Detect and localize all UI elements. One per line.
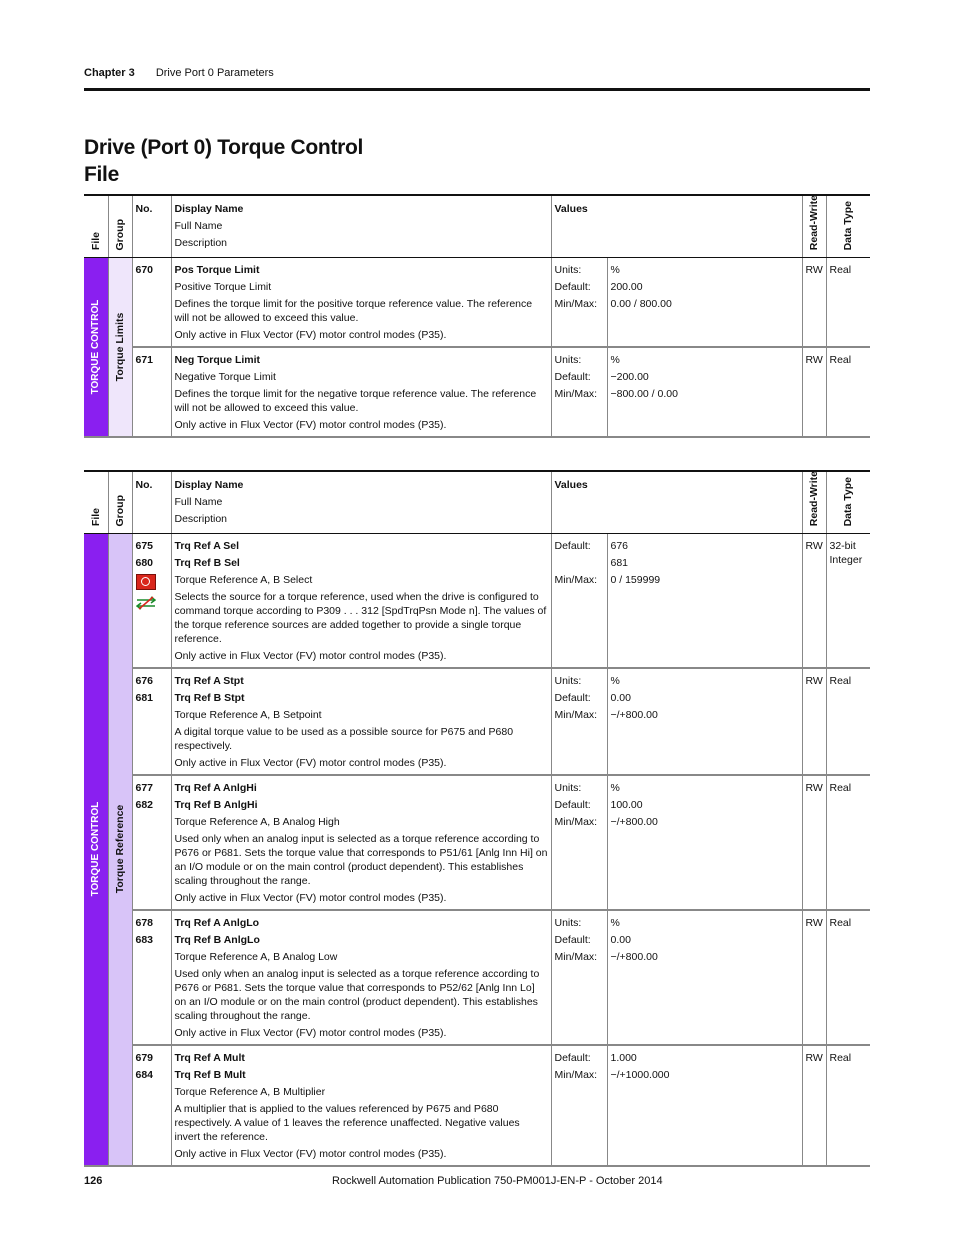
value-labels: Units: Default: Min/Max: [554, 674, 598, 721]
header-rule [84, 88, 870, 91]
parameter-name-cell: Trq Ref A AnlgLo Trq Ref B AnlgLo Torque Reference A, B Analog Low Used only when an analog input is selected as a torque reference according to P676 or P681. Sets the torque value that corresponds to P52/62 [Anlg Inn Lo] on an I/O module or on the main control (product dependent). This establishes scaling throughout the range. Only active in Flux Vector (FV) motor control modes (P35). [171, 910, 551, 1045]
table-row [84, 775, 870, 910]
section-label: Drive Port 0 Parameters [155, 67, 274, 79]
group-column-header: Group [108, 195, 132, 257]
group-cell: Torque Limits [108, 257, 132, 437]
value-labels: Units: Default: Min/Max: [554, 916, 598, 963]
table-row [84, 1045, 870, 1166]
read-write-value: RW [802, 257, 826, 347]
page-title-line1: Drive (Port 0) Torque Control [84, 136, 364, 159]
data-type-column-header: Data Type [826, 471, 870, 533]
read-write-value: RW [802, 347, 826, 437]
value-labels: Units: Default: Min/Max: [554, 781, 598, 828]
table-header-row [84, 195, 870, 257]
value-values: % 0.00 −/+800.00 [607, 910, 802, 1045]
file-column-header: File [84, 195, 108, 257]
parameter-number: 670 [132, 257, 171, 347]
page-number: 126 [84, 1175, 103, 1187]
name-column-header: Display Name Full Name Description [171, 195, 551, 257]
value-labels: Default: Min/Max: [554, 539, 598, 586]
data-type-value: Real [829, 1051, 852, 1064]
table-row [84, 668, 870, 775]
parameter-number-cell: 678 683 [132, 910, 171, 1045]
group-cell: Torque Reference [108, 533, 132, 1166]
parameter-name-cell: Trq Ref A AnlgHi Trq Ref B AnlgHi Torque Reference A, B Analog High Used only when an analog input is selected as a torque reference according to P676 or P681. Sets the torque value that corresponds to P51/61 [Anlg Inn Hi] on an I/O module or on the main control (product dependent). This establishes scaling throughout the range. Only active in Flux Vector (FV) motor control modes (P35). [171, 775, 551, 910]
read-write-value: RW [802, 668, 826, 775]
read-write-value: RW [802, 533, 826, 668]
table-row [84, 910, 870, 1045]
page-title [84, 134, 363, 188]
number-column-header: No. [132, 195, 171, 257]
group-column-header: Group [108, 471, 132, 533]
read-write-column-header: Read-Write [802, 195, 826, 257]
value-values: % 0.00 −/+800.00 [607, 668, 802, 775]
table-row [84, 347, 870, 437]
values-column-header: Values [551, 471, 802, 533]
running-header [84, 67, 274, 79]
value-labels: Default: Min/Max: [554, 1051, 598, 1081]
linkable-icon [136, 596, 156, 610]
read-write-value: RW [802, 775, 826, 910]
read-write-value: RW [802, 910, 826, 1045]
parameter-name-cell: Neg Torque Limit Negative Torque Limit Defines the torque limit for the negative torque reference value. The reference will not be allowed to exceed this value. Only active in Flux Vector (FV) motor control modes (P35). [171, 347, 551, 437]
parameter-name-cell: Trq Ref A Stpt Trq Ref B Stpt Torque Reference A, B Setpoint A digital torque value to be used as a possible source for P675 and P680 respectively. Only active in Flux Vector (FV) motor control modes (P35). [171, 668, 551, 775]
file-cell: TORQUE CONTROL [84, 257, 108, 437]
value-values: % −200.00 −800.00 / 0.00 [607, 347, 802, 437]
parameter-name-cell: Trq Ref A Sel Trq Ref B Sel Torque Reference A, B Select Selects the source for a torque reference, used when the drive is configured to command torque according to P309 . . . 312 [SpdTrqPsn Mode n]. The values of the torque reference sources are added together to provide a single torque reference. Only active in Flux Vector (FV) motor control modes (P35). [171, 533, 551, 668]
table-header-row [84, 471, 870, 533]
stop-mode-icon [136, 574, 156, 590]
table-row [84, 533, 870, 668]
number-column-header: No. [132, 471, 171, 533]
data-type-value: Real [829, 263, 852, 276]
parameter-number: 671 [132, 347, 171, 437]
values-column-header: Values [551, 195, 802, 257]
read-write-value: RW [802, 1045, 826, 1166]
torque-limits-table [84, 194, 870, 438]
data-type-value: Real [829, 353, 852, 366]
page-title-line2: File [84, 163, 119, 186]
table-row [84, 257, 870, 347]
read-write-column-header: Read-Write [802, 471, 826, 533]
parameter-number-cell: 677 682 [132, 775, 171, 910]
parameter-name-cell: Trq Ref A Mult Trq Ref B Mult Torque Reference A, B Multiplier A multiplier that is applied to the values referenced by P675 and P680 respectively. A value of 1 leaves the reference unaffected. Negative values invert the reference. Only active in Flux Vector (FV) motor control modes (P35). [171, 1045, 551, 1166]
data-type-value: Real [829, 674, 852, 687]
data-type-value: Real [829, 781, 852, 794]
torque-reference-table [84, 470, 870, 1167]
parameter-name-cell: Pos Torque Limit Positive Torque Limit Defines the torque limit for the positive torque reference value. The reference will not be allowed to exceed this value. Only active in Flux Vector (FV) motor control modes (P35). [171, 257, 551, 347]
value-labels: Units: Default: Min/Max: [554, 263, 598, 310]
value-values: 676 681 0 / 159999 [607, 533, 802, 668]
file-cell: TORQUE CONTROL [84, 533, 108, 1166]
value-labels: Units: Default: Min/Max: [554, 353, 598, 400]
parameter-number-cell: 679 684 [132, 1045, 171, 1166]
file-column-header: File [84, 471, 108, 533]
parameter-number-cell: 676 681 [132, 668, 171, 775]
name-column-header: Display Name Full Name Description [171, 471, 551, 533]
value-values: % 100.00 −/+800.00 [607, 775, 802, 910]
data-type-value: 32-bit Integer [829, 539, 863, 566]
data-type-column-header: Data Type [826, 195, 870, 257]
publication-info: Rockwell Automation Publication 750-PM001J-EN-P - October 2014 [332, 1175, 663, 1187]
value-values: 1.000 −/+1000.000 [607, 1045, 802, 1166]
chapter-label: Chapter 3 [84, 67, 135, 79]
data-type-value: Real [829, 916, 852, 929]
parameter-number-cell: 675 680 [132, 533, 171, 668]
value-values: % 200.00 0.00 / 800.00 [607, 257, 802, 347]
